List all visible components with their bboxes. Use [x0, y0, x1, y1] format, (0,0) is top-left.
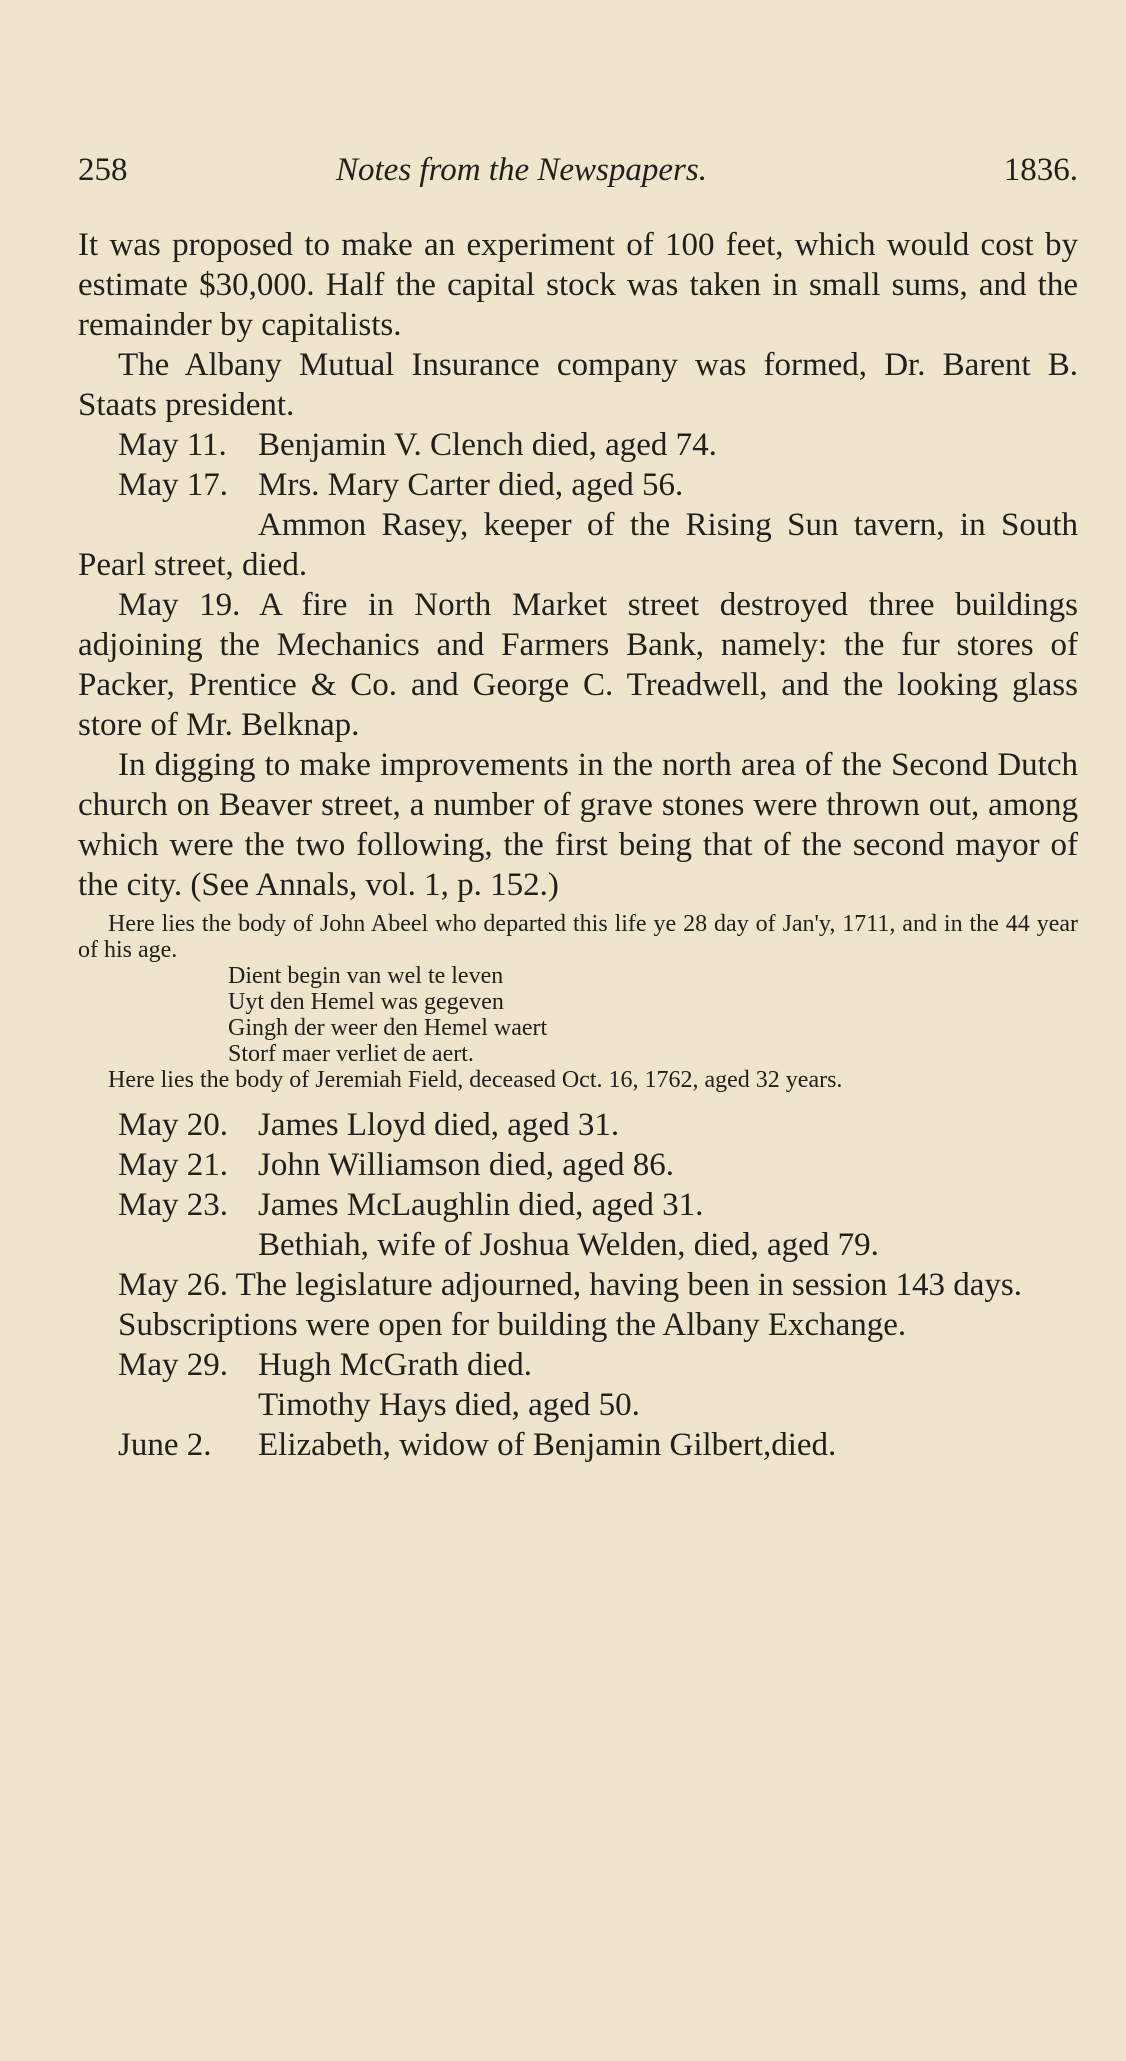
running-title: Notes from the Newspapers.	[336, 152, 707, 188]
epitaph-abeel: Here lies the body of John Abeel who departed this life ye 28 day of Jan'y, 1711, and in the 44 year of his age.	[78, 911, 1078, 963]
entry-date: May 17.	[118, 467, 228, 503]
entry-may-29	[78, 1345, 1078, 1385]
poem-line: Uyt den Hemel was gegeven	[228, 989, 504, 1015]
entry-text: Hugh McGrath died.	[258, 1347, 533, 1383]
entry-text: Benjamin V. Clench died, aged 74.	[258, 427, 717, 463]
page-body	[78, 225, 1078, 1465]
header-year: 1836.	[1003, 152, 1078, 188]
entry-june-2	[78, 1425, 1078, 1465]
paragraph-insurance: The Albany Mutual Insurance company was formed, Dr. Barent B. Staats president.	[78, 347, 1078, 423]
epitaphs	[78, 911, 1078, 1093]
poem-line: Gingh der weer den Hemel waert	[228, 1015, 548, 1041]
entry-text: John Williamson died, aged 86.	[258, 1147, 675, 1183]
entry-date: May 11.	[118, 427, 227, 463]
entry-may-21	[78, 1145, 1078, 1185]
page-number: 258	[78, 152, 128, 188]
poem-line: Dient begin van wel te leven	[228, 963, 504, 989]
entry-text: Mrs. Mary Carter died, aged 56.	[258, 467, 684, 503]
poem-line: Storf maer verliet de aert.	[228, 1041, 474, 1067]
entry-date: May 20.	[118, 1107, 228, 1143]
epitaph-field: Here lies the body of Jeremiah Field, deceased Oct. 16, 1762, aged 32 years.	[108, 1067, 843, 1093]
running-header	[78, 152, 1078, 196]
paragraph-digging: In digging to make improvements in the north area of the Second Dutch church on Beaver street, a number of grave stones were thrown out, among which were the two following, the first being that of the second mayor of the city. (See Annals, vol. 1, p. 152.)	[78, 747, 1078, 903]
entry-text: James McLaughlin died, aged 31.	[258, 1187, 704, 1223]
paragraph-fire: May 19. A fire in North Market street destroyed three buildings adjoining the Mechanics and Farmers Bank, namely: the fur stores of Packer, Prentice & Co. and George C. Treadwell, and the looking glass store of Mr. Belknap.	[78, 587, 1078, 743]
entry-may-20	[78, 1105, 1078, 1145]
entry-may-11	[78, 425, 1078, 465]
entry-text: Elizabeth, widow of Benjamin Gilbert,died.	[258, 1427, 837, 1463]
entry-welden: Bethiah, wife of Joshua Welden, died, aged 79.	[258, 1227, 879, 1263]
entry-date: May 29.	[118, 1347, 228, 1383]
paragraph-rasey: Ammon Rasey, keeper of the Rising Sun tavern, in South Pearl street, died.	[78, 507, 1078, 583]
paragraph-experiment: It was proposed to make an experiment of 100 feet, which would cost by estimate $30,000. Half the capital stock was taken in small sums, and the remainder by capitalists.	[78, 227, 1078, 343]
entry-date: May 21.	[118, 1147, 228, 1183]
entry-text: James Lloyd died, aged 31.	[258, 1107, 620, 1143]
entry-date: June 2.	[118, 1427, 212, 1463]
entry-may-23	[78, 1185, 1078, 1225]
entry-hays: Timothy Hays died, aged 50.	[258, 1387, 640, 1423]
paragraph-exchange: Subscriptions were open for building the Albany Exchange.	[118, 1307, 907, 1343]
paragraph-legislature: May 26. The legislature adjourned, having been in session 143 days.	[118, 1267, 1022, 1303]
entry-may-17	[78, 465, 1078, 505]
entry-date: May 23.	[118, 1187, 228, 1223]
